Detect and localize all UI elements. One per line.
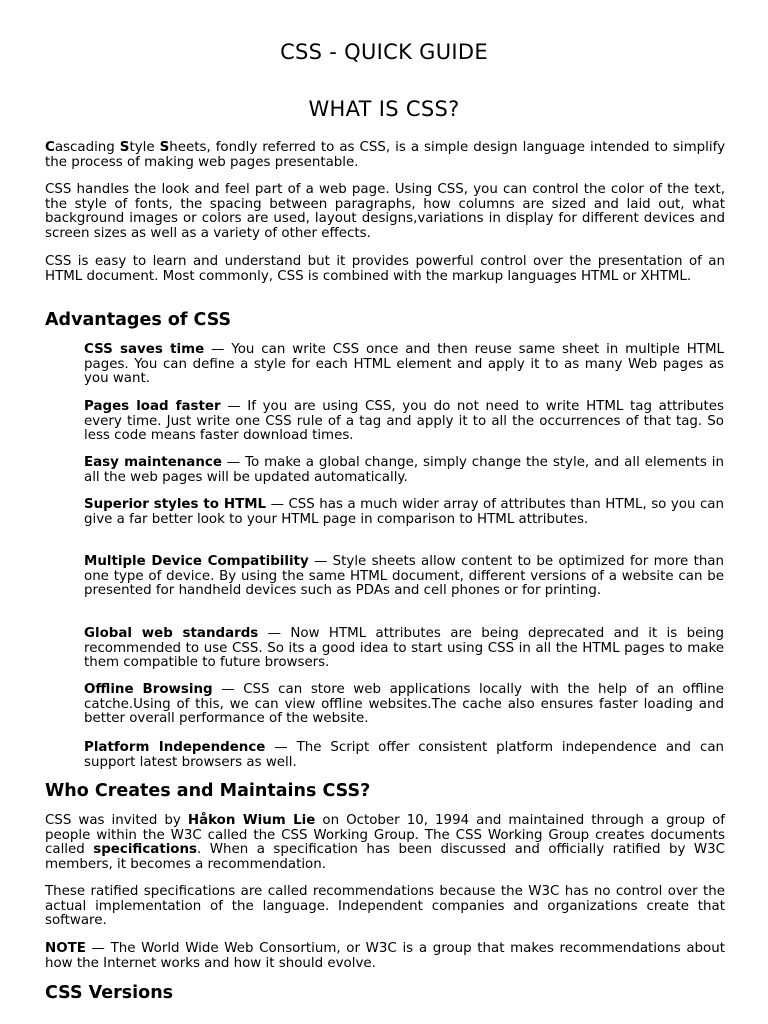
paragraph-easy-to-learn: CSS is easy to learn and understand but it provides powerful control over the presentation of an HTML document. Most commonly, CSS is combined with the markup languages HTML or XHTML. [45,254,725,284]
document-title: CSS - QUICK GUIDE [280,40,488,64]
heading-css-versions: CSS Versions [45,983,174,1003]
advantage-text: — CSS has a much wider array of attributes than HTML, so you can give a far better look to your HTML page in comparison to HTML attributes. [84,497,725,527]
inventor-name: Håkon Wium Lie [187,813,316,828]
note-text: — The World Wide Web Consortium, or W3C is a group that makes recommendations about how the Internet works and how it should evolve. [45,941,725,971]
paragraph-look-and-feel: CSS handles the look and feel part of a web page. Using CSS, you can control the color of the text, the style of fonts, the spacing between paragraphs, how columns are sized and laid out, what background images or colors are used, layout designs,variations in display for different devices and screen sizes as well as a variety of other effects. [45,182,725,241]
advantage-text: — The Script offer consistent platform independence and can support latest browsers as well. [84,740,725,770]
heading-advantages: Advantages of CSS [45,310,232,330]
intro-letter-s2: S [159,140,170,155]
advantage-item [84,627,724,671]
advantage-text: — To make a global change, simply change the style, and all elements in all the web pages will be updated automatically. [84,455,725,485]
section-title-what-is-css: WHAT IS CSS? [308,97,460,121]
advantage-item [84,741,724,770]
advantage-term: Offline Browsing [84,682,213,697]
advantage-term: Platform Independence [84,740,266,755]
advantage-item [84,343,724,387]
intro-text-3: heets, fondly referred to as CSS, is a simple design language intended to simplify the process of making web pages presentable. [45,140,725,170]
advantage-item [84,400,724,444]
note-paragraph [45,942,725,971]
intro-letter-c: C [45,140,55,155]
intro-paragraph [45,141,725,170]
note-label: NOTE [45,941,86,956]
advantage-term: Easy maintenance [84,455,222,470]
intro-text-2: tyle [129,140,160,155]
advantage-term: CSS saves time [84,342,205,357]
advantage-text: — CSS can store web applications locally with the help of an offline catche.Using of this, we can view offline websites.The cache also ensures faster loading and better overall performance of the website. [84,682,724,727]
advantage-item [84,555,724,599]
advantage-text: — Now HTML attributes are being deprecated and it is being recommended to use CSS. So its a good idea to start using CSS in all the HTML pages to make them compatible to future browsers. [84,626,725,671]
advantage-term: Multiple Device Compatibility [84,554,309,569]
intro-text-1: ascading [54,140,120,155]
advantage-item [84,456,724,485]
advantage-text: — You can write CSS once and then reuse same sheet in multiple HTML pages. You can define a style for each HTML element and apply it to as many Web pages as you want. [84,342,724,387]
specifications-term: specifications [93,842,198,858]
advantage-text: — If you are using CSS, you do not need to write HTML tag attributes every time. Just write one CSS rule of a tag and apply it to all the occurrences of that tag. So less code means faster download times. [84,399,724,444]
paragraph-css-invented: CSS was invited by Håkon Wium Lie on October 10, 1994 and maintained through a group of people within the W3C called the CSS Working Group. The CSS Working Group creates documents called specifications. When a specification has been discussed and officially ratified by W3C members, it becomes a recommendation. [45,813,725,872]
paragraph-ratified-specs: These ratified specifications are called recommendations because the W3C has no control over the actual implementation of the language. Independent companies and organizations create that software. [45,884,725,929]
advantage-item [84,498,724,527]
advantage-item [84,683,724,727]
advantage-term: Pages load faster [84,399,221,414]
advantage-term: Superior styles to HTML [84,497,267,512]
heading-who-creates: Who Creates and Maintains CSS? [45,781,371,801]
advantage-term: Global web standards [84,626,259,641]
advantage-text: — Style sheets allow content to be optimized for more than one type of device. By using the same HTML document, different versions of a website can be presented for handheld devices such as PDAs and cell phones or for printing. [84,554,724,599]
intro-letter-s1: S [119,140,130,155]
